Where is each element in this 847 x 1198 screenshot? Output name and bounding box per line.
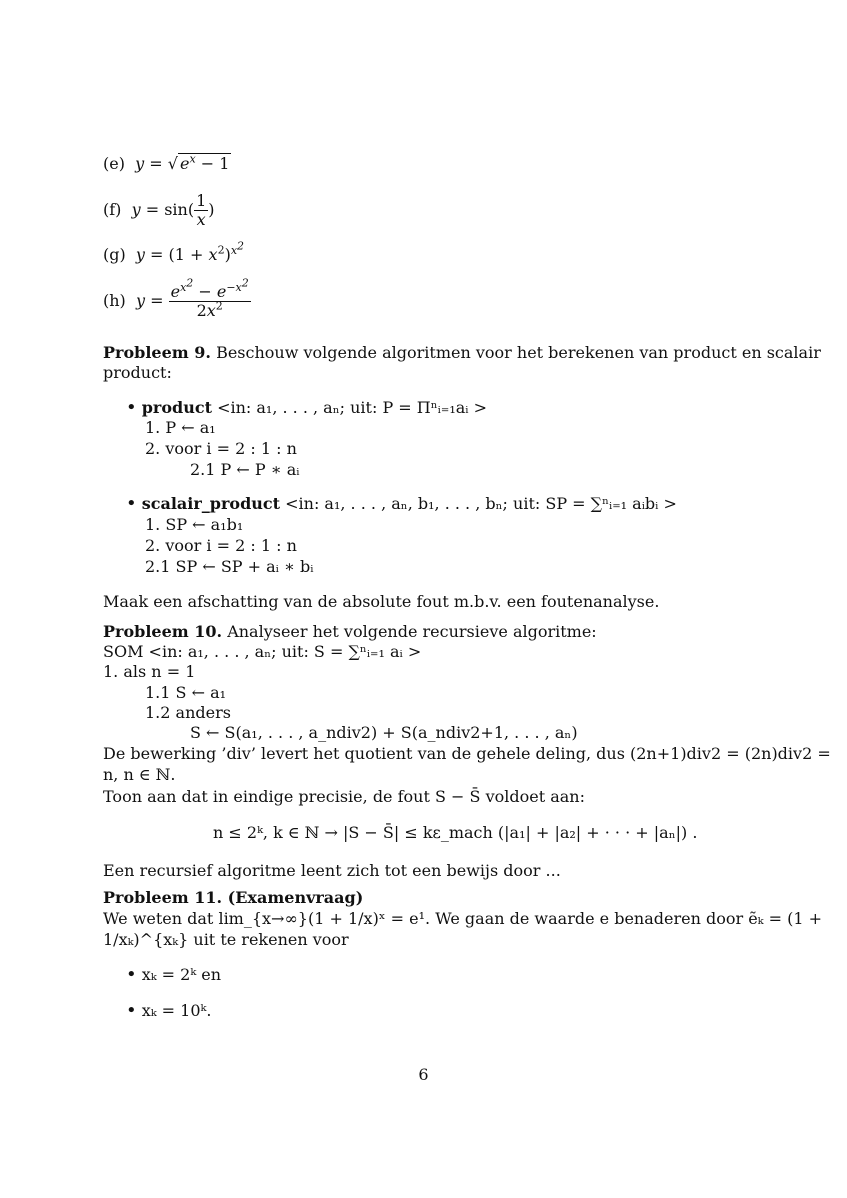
p9-alg1-line1: 1. P ← a₁ <box>145 418 216 437</box>
p9-title: Probleem 9. <box>103 343 211 362</box>
p9-alg2-line2: 2. voor i = 2 : 1 : n <box>145 536 297 555</box>
p9-alg1-line2: 2. voor i = 2 : 1 : n <box>145 439 297 458</box>
item-f: (f) y = sin( $\frac{1}{x}$ ) <box>103 191 215 229</box>
p10-text4: Een recursief algoritme leent zich tot een bewijs door ... <box>103 861 561 880</box>
item-h: (h) y = $\frac{e^{x^2} - e^{-x^2}}{2x^2}$ <box>103 276 249 320</box>
p9-alg2-line1: 1. SP ← a₁b₁ <box>145 515 244 534</box>
p9-alg1 <box>126 398 487 418</box>
p9-intro-line1: Beschouw volgende algoritmen voor het berekenen van product en scalair <box>216 343 821 362</box>
p10-formula: n ≤ 2ᵏ, k ∈ ℕ → |S − S̄| ≤ kε_mach (|a₁| + |a₂| + · · · + |aₙ|) . <box>213 823 698 842</box>
item-e: (e) y = √ $e^x - 1$ <box>103 152 230 173</box>
p9-alg1-signature: <in: a₁, . . . , aₙ; uit: P = Πⁿᵢ₌₁aᵢ > <box>217 398 487 417</box>
p10-text2: n, n ∈ ℕ. <box>103 765 176 784</box>
p10-line1: 1. als n = 1 <box>103 662 196 681</box>
p10-line13: S ← S(a₁, . . . , a_ndiv2) + S(a_ndiv2+1, . . . , aₙ) <box>190 723 578 742</box>
p10-title: Probleem 10. <box>103 622 223 641</box>
p11-title: Probleem 11. (Examenvraag) <box>103 888 364 907</box>
p10-text3: Toon aan dat in eindige precisie, de fout S − S̄ voldoet aan: <box>103 787 585 806</box>
item-h-label: (h) <box>103 291 126 310</box>
item-g: (g) $y = (1 + x^2)^{x^2}$ <box>103 239 245 264</box>
item-f-label: (f) <box>103 200 122 219</box>
p11-bullet1-text: xₖ = 2ᵏ en <box>141 965 222 984</box>
p9-alg1-line3: 2.1 P ← P ∗ aᵢ <box>190 460 300 479</box>
p11-bullet2 <box>126 1001 211 1021</box>
p9-alg1-name: product <box>141 398 212 417</box>
p9-alg2-line3: 2.1 SP ← SP + aᵢ ∗ bᵢ <box>145 557 314 576</box>
p9-outro: Maak een afschatting van de absolute fout m.b.v. een foutenanalyse. <box>103 592 660 611</box>
bullet-icon: • <box>126 493 137 514</box>
p9-alg2 <box>126 494 677 514</box>
p9-alg2-signature: <in: a₁, . . . , aₙ, b₁, . . . , bₙ; uit: SP = ∑ⁿᵢ₌₁ aᵢbᵢ > <box>285 494 677 513</box>
bullet-icon: • <box>126 964 137 985</box>
bullet-icon: • <box>126 1000 137 1021</box>
item-g-label: (g) <box>103 245 126 264</box>
p11-text2: 1/xₖ)^{xₖ} uit te rekenen voor <box>103 930 349 949</box>
p11-text1: We weten dat lim_{x→∞}(1 + 1/x)ˣ = e¹. We gaan de waarde e benaderen door ẽₖ = (1 + <box>103 909 823 928</box>
p9-alg2-name: scalair_product <box>141 494 281 513</box>
page-number: 6 <box>418 1065 429 1084</box>
p10-som-signature: SOM <in: a₁, . . . , aₙ; uit: S = ∑ⁿᵢ₌₁ aᵢ > <box>103 642 422 661</box>
p9-heading <box>103 343 821 363</box>
p10-line11: 1.1 S ← a₁ <box>145 683 227 702</box>
p10-text1: De bewerking ’div’ levert het quotient van de gehele deling, dus (2n+1)div2 = (2n)div2 = <box>103 744 831 763</box>
bullet-icon: • <box>126 397 137 418</box>
p10-intro: Analyseer het volgende recursieve algoritme: <box>227 622 597 641</box>
p10-line12: 1.2 anders <box>145 703 231 722</box>
item-e-label: (e) <box>103 154 125 173</box>
p9-intro-line2: product: <box>103 363 172 382</box>
p10-heading <box>103 622 597 642</box>
p11-bullet2-text: xₖ = 10ᵏ. <box>141 1001 212 1020</box>
p11-bullet1 <box>126 965 221 985</box>
